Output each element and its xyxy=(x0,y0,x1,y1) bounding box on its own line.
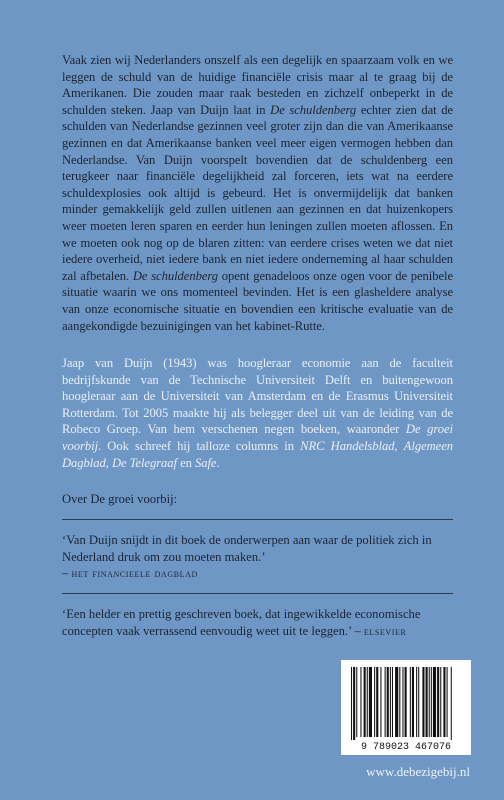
reviews-heading-prefix: Over xyxy=(62,492,91,507)
reviews-heading xyxy=(62,491,453,507)
divider xyxy=(62,519,453,520)
barcode-bar xyxy=(410,667,411,737)
separator: , xyxy=(394,439,404,454)
quote-source: elsevier xyxy=(363,623,407,638)
quote-text: ‘Een helder en prettig geschreven boek, dat ingewikkelde economische concepten vaak verrassend eenvoudig weet uit te leggen.’ xyxy=(62,607,421,638)
barcode-bar xyxy=(392,667,393,737)
barcode-bar xyxy=(360,667,361,737)
barcode-bar xyxy=(364,667,366,737)
barcode-bar xyxy=(369,667,372,737)
barcode-bar xyxy=(395,667,398,737)
barcode-bar xyxy=(405,667,407,737)
bio-text: . Ook schreef hij talloze columns in xyxy=(98,439,301,454)
quote-source: het financieele dagblad xyxy=(71,566,198,581)
back-cover-text xyxy=(62,52,453,639)
barcode-bar xyxy=(451,667,452,740)
blurb-text: echter zien dat de schulden van Nederlandse gezinnen veel groter zijn dan die van Amerikaanse gezinnen en dat Amerikaanse banken veel meer eigen vermogen hebben dan Nederlandse. Van Duijn voorspelt bovendien dat de schuldenberg een terugkeer naar financiële degelijkheid zal forceren, iets wat na eerdere schuldexplosies ook altijd is gebeurd. Het is onvermijdelijk dat banken minder gemakkelijk geld zullen uitlenen aan gezinnen en dat huizenkopers weer moeten leren sparen en eerder hun leningen zullen moeten aflossen. En we moeten ook nog op de blaren zitten: van eerdere crises weten we dat niet iedere overheid, niet iedere bank en niet iedere onderneming al haar schulden zal afbetalen. xyxy=(62,102,453,283)
bio-book-title: De groei voorbij xyxy=(62,422,453,454)
book-title: De schuldenberg xyxy=(132,268,218,283)
barcode-bar xyxy=(385,667,386,737)
book-title: De schuldenberg xyxy=(270,102,357,117)
barcode-bar xyxy=(387,667,389,737)
barcode-bar xyxy=(412,667,414,737)
blurb-paragraph xyxy=(62,52,453,334)
barcode-bar xyxy=(437,667,439,737)
barcode-bar xyxy=(402,667,403,737)
isbn-barcode xyxy=(341,660,471,755)
barcode-bar xyxy=(376,667,378,737)
barcode-bar xyxy=(356,667,357,737)
separator: , xyxy=(105,455,112,470)
barcode-digits: 9 789023 467076 xyxy=(360,742,452,753)
blurb-text: opent genadeloos onze ogen voor de penibele situatie waarin we ons momenteel bevinden. Het is een glasheldere analyse van onze economische situatie en bovendien een kritische evaluatie van de aangekondigde bezuinigingen van het kabinet-Rutte. xyxy=(62,268,454,333)
quote-dash: – xyxy=(62,566,72,581)
separator: . xyxy=(216,455,220,470)
author-bio xyxy=(62,355,453,471)
newspaper-name: De Telegraaf xyxy=(111,455,177,470)
barcode-bar xyxy=(399,667,400,737)
barcode-bar xyxy=(353,667,355,740)
reviews-heading-suffix: : xyxy=(173,492,178,507)
quote-dash: – xyxy=(351,623,364,638)
barcode-bar xyxy=(380,667,381,737)
blurb-text: Vaak zien wij Nederlanders onszelf als een degelijk en spaarzaam volk en we leggen de schuld van de huidige financiële crisis maar al te graag bij de Amerikanen. Die zouden maar raak besteden en zichzelf onbeperkt in de schulden steken. Jaap van Duijn laat in xyxy=(62,53,453,117)
barcode-bar xyxy=(443,667,445,737)
bio-text: Jaap van Duijn (1943) was hoogleraar economie aan de faculteit bedrijfskunde van de Technische Universiteit Delft en buitengewoon hoogleraar aan de Universiteit van Amsterdam en de Erasmus Universiteit Rotterdam. Tot 2005 maakte hij als belegger deel uit van de leiding van de Robeco Groep. Van hem verschenen negen boeken, waaronder xyxy=(62,356,453,437)
barcode-bar xyxy=(433,667,436,737)
review-quote xyxy=(62,606,453,639)
divider xyxy=(62,593,453,594)
barcode-bar xyxy=(440,667,441,737)
barcode-bar xyxy=(429,667,430,737)
separator: en xyxy=(177,455,195,470)
publisher-website: www.debezigebij.nl xyxy=(366,764,470,779)
barcode-bar xyxy=(431,667,432,737)
barcode-bar xyxy=(422,667,424,737)
newspaper-name: Algemeen Dagblad xyxy=(62,439,453,470)
reviews-heading-book: De groei voorbij xyxy=(90,492,174,507)
barcode-bar xyxy=(447,667,448,737)
barcode-bar xyxy=(367,667,368,737)
barcode-bar xyxy=(418,667,419,737)
barcode-bar xyxy=(390,667,391,737)
newspaper-name: Safe xyxy=(194,455,217,470)
barcode-bar xyxy=(351,667,352,740)
barcode-bar xyxy=(374,667,375,737)
newspaper-name: NRC Handelsblad xyxy=(300,439,395,454)
barcode-bar xyxy=(426,667,428,737)
barcode-bars xyxy=(351,667,452,740)
barcode-graphic xyxy=(341,660,471,755)
barcode-bar xyxy=(416,667,417,737)
review-quote xyxy=(62,532,453,581)
quote-text: ‘Van Duijn snijdt in dit boek de onderwerpen aan waar de politiek zich in Nederland druk om zou moeten maken.’ xyxy=(62,533,432,564)
